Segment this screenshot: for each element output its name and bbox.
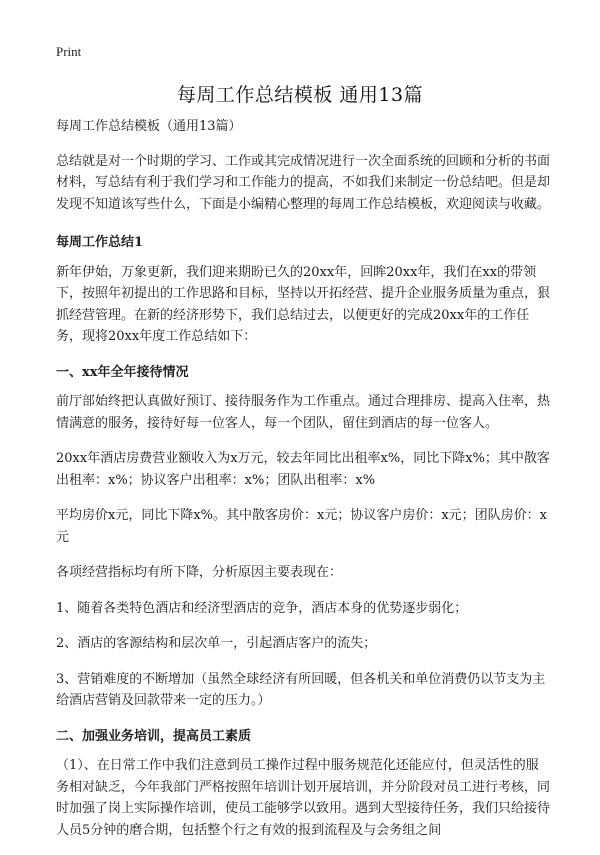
section-heading: 一、xx年全年接待情况 <box>56 364 189 380</box>
body-paragraph: 前厅部始终把认真做好预订、接待服务作为工作重点。通过合理排房、提高入住率，热情满意的服务，接待好每一位客人，每一个团队，留住到酒店的每一位客人。 <box>56 394 551 431</box>
body-paragraph: 20xx年酒店房费营业额收入为x万元，较去年同比出租率x%，同比下降x%；其中散客出租率：x%；协议客户出租率：x%；团队出租率：x% <box>56 451 550 488</box>
body-paragraph: 新年伊始，万象更新，我们迎来期盼已久的20xx年，回眸20xx年，我们在xx的带领下，按照年初提出的工作思路和目标，坚持以开拓经营、提升企业服务质量为重点，狠抓经营管理。在新的经济形势下，我们总结过去，以便更好的完成20xx年的工作任务，现将20xx年度工作总结如下： <box>56 264 551 344</box>
body-paragraph: 平均房价x元，同比下降x%。其中散客房价：x元；协议客户房价：x元；团队房价：x元 <box>56 508 548 545</box>
document-title: 每周工作总结模板 通用13篇 <box>176 84 424 106</box>
document-subtitle: 每周工作总结模板（通用13篇） <box>56 119 242 134</box>
print-link[interactable]: Print <box>56 44 82 59</box>
document-body <box>56 116 550 855</box>
section-heading: 每周工作总结1 <box>56 235 144 250</box>
list-item: 3、营销难度的不断增加（虽然全球经济有所回暖，但各机关和单位消费仍以节支为主给酒店营销及回款带来一定的压力。） <box>56 671 546 708</box>
body-paragraph: （1）、在日常工作中我们注意到员工操作过程中服务规范化还能应付，但灵活性的服务相对缺乏，今年我部门严格按照年培训计划开展培训，并分阶段对员工进行考核，同时加强了岗上实际操作培训，使员工能够学以致用。遇到大型接待任务，我们只给接待人员5分钟的磨合期，包括整个行之有效的报到流程及与会务组之间 <box>56 758 551 838</box>
list-item: 2、酒店的客源结构和层次单一，引起酒店客户的流失； <box>56 636 377 651</box>
list-item: 1、随着各类特色酒店和经济型酒店的竞争，酒店本身的优势逐步弱化； <box>56 600 468 616</box>
section-heading: 二、加强业务培训，提高员工素质 <box>56 728 252 744</box>
body-paragraph: 各项经营指标均有所下降，分析原因主要表现在： <box>56 565 343 580</box>
intro-paragraph: 总结就是对一个时期的学习、工作或其完成情况进行一次全面系统的回顾和分析的书面材料，写总结有利于我们学习和工作能力的提高，不如我们来制定一份总结吧。但是却发现不知道该写些什么，下面是小编精心整理的每周工作总结模板，欢迎阅读与收藏。 <box>56 153 551 212</box>
